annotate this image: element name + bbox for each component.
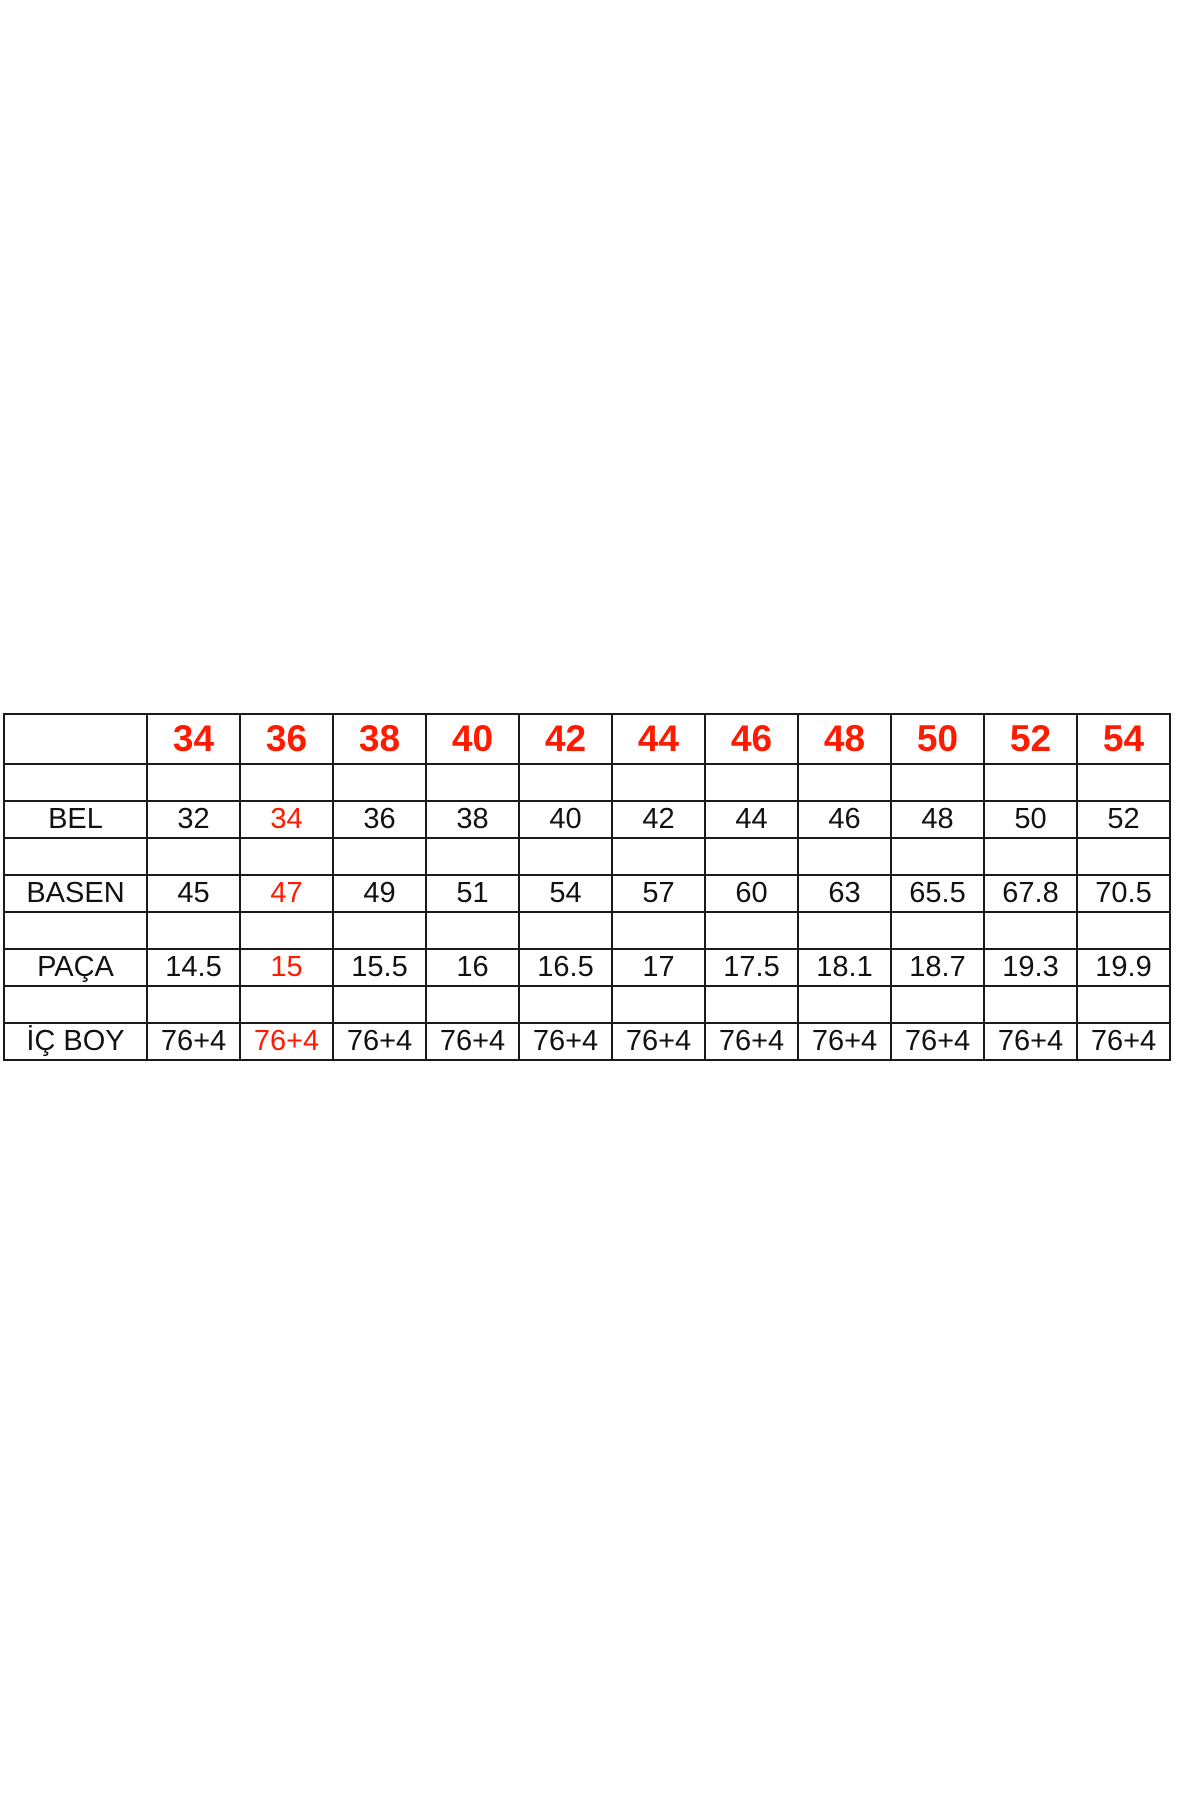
value-cell: 65.5 xyxy=(891,875,984,912)
size-header-cell: 48 xyxy=(798,714,891,764)
empty-cell xyxy=(240,912,333,949)
empty-cell xyxy=(4,986,147,1023)
value-cell: 76+4 xyxy=(426,1023,519,1060)
empty-cell xyxy=(798,764,891,801)
empty-cell xyxy=(984,764,1077,801)
size-header-cell: 46 xyxy=(705,714,798,764)
spacer-row xyxy=(4,912,1170,949)
value-cell: 17.5 xyxy=(705,949,798,986)
value-cell: 46 xyxy=(798,801,891,838)
value-cell: 54 xyxy=(519,875,612,912)
empty-cell xyxy=(984,912,1077,949)
value-cell: 19.3 xyxy=(984,949,1077,986)
empty-cell xyxy=(519,764,612,801)
size-header-cell: 36 xyxy=(240,714,333,764)
empty-cell xyxy=(1077,912,1170,949)
empty-cell xyxy=(705,838,798,875)
value-cell: 14.5 xyxy=(147,949,240,986)
empty-cell xyxy=(612,986,705,1023)
empty-cell xyxy=(240,764,333,801)
corner-cell xyxy=(4,714,147,764)
empty-cell xyxy=(798,912,891,949)
row-label: İÇ BOY xyxy=(4,1023,147,1060)
spacer-row xyxy=(4,838,1170,875)
empty-cell xyxy=(333,838,426,875)
empty-cell xyxy=(891,912,984,949)
empty-cell xyxy=(612,838,705,875)
empty-cell xyxy=(519,912,612,949)
value-cell: 19.9 xyxy=(1077,949,1170,986)
row-label: PAÇA xyxy=(4,949,147,986)
row-label: BASEN xyxy=(4,875,147,912)
size-header-cell: 34 xyxy=(147,714,240,764)
value-cell: 76+4 xyxy=(147,1023,240,1060)
empty-cell xyxy=(147,838,240,875)
size-chart-body xyxy=(4,714,1170,1060)
value-cell: 57 xyxy=(612,875,705,912)
size-header-cell: 50 xyxy=(891,714,984,764)
size-header-cell: 52 xyxy=(984,714,1077,764)
value-cell: 32 xyxy=(147,801,240,838)
empty-cell xyxy=(240,838,333,875)
value-cell: 18.1 xyxy=(798,949,891,986)
value-cell: 50 xyxy=(984,801,1077,838)
empty-cell xyxy=(426,764,519,801)
empty-cell xyxy=(4,838,147,875)
size-header-cell: 38 xyxy=(333,714,426,764)
value-cell: 36 xyxy=(333,801,426,838)
value-cell: 45 xyxy=(147,875,240,912)
empty-cell xyxy=(333,986,426,1023)
empty-cell xyxy=(1077,986,1170,1023)
empty-cell xyxy=(426,838,519,875)
value-cell: 76+4 xyxy=(984,1023,1077,1060)
empty-cell xyxy=(891,764,984,801)
value-cell: 76+4 xyxy=(1077,1023,1170,1060)
value-cell: 76+4 xyxy=(798,1023,891,1060)
spacer-row xyxy=(4,764,1170,801)
empty-cell xyxy=(519,986,612,1023)
value-cell: 60 xyxy=(705,875,798,912)
value-cell: 16.5 xyxy=(519,949,612,986)
value-cell-highlight: 34 xyxy=(240,801,333,838)
value-cell: 15.5 xyxy=(333,949,426,986)
measurement-row-basen xyxy=(4,875,1170,912)
size-header-cell: 54 xyxy=(1077,714,1170,764)
spacer-row xyxy=(4,986,1170,1023)
value-cell: 76+4 xyxy=(705,1023,798,1060)
empty-cell xyxy=(612,764,705,801)
value-cell: 70.5 xyxy=(1077,875,1170,912)
size-header-cell: 42 xyxy=(519,714,612,764)
empty-cell xyxy=(705,986,798,1023)
value-cell: 63 xyxy=(798,875,891,912)
empty-cell xyxy=(4,912,147,949)
value-cell: 76+4 xyxy=(333,1023,426,1060)
size-header-cell: 44 xyxy=(612,714,705,764)
empty-cell xyxy=(426,986,519,1023)
value-cell: 76+4 xyxy=(519,1023,612,1060)
value-cell: 76+4 xyxy=(612,1023,705,1060)
value-cell: 51 xyxy=(426,875,519,912)
value-cell: 40 xyxy=(519,801,612,838)
value-cell: 49 xyxy=(333,875,426,912)
value-cell: 44 xyxy=(705,801,798,838)
empty-cell xyxy=(147,912,240,949)
value-cell: 76+4 xyxy=(891,1023,984,1060)
measurement-row-paca xyxy=(4,949,1170,986)
empty-cell xyxy=(147,986,240,1023)
value-cell-highlight: 15 xyxy=(240,949,333,986)
empty-cell xyxy=(333,912,426,949)
empty-cell xyxy=(612,912,705,949)
empty-cell xyxy=(798,986,891,1023)
empty-cell xyxy=(426,912,519,949)
value-cell: 52 xyxy=(1077,801,1170,838)
measurement-row-bel xyxy=(4,801,1170,838)
value-cell: 48 xyxy=(891,801,984,838)
empty-cell xyxy=(984,986,1077,1023)
empty-cell xyxy=(798,838,891,875)
empty-cell xyxy=(891,986,984,1023)
empty-cell xyxy=(705,764,798,801)
empty-cell xyxy=(147,764,240,801)
value-cell: 16 xyxy=(426,949,519,986)
row-label: BEL xyxy=(4,801,147,838)
empty-cell xyxy=(519,838,612,875)
empty-cell xyxy=(1077,838,1170,875)
empty-cell xyxy=(1077,764,1170,801)
empty-cell xyxy=(891,838,984,875)
measurement-row-ic-boy xyxy=(4,1023,1170,1060)
value-cell: 38 xyxy=(426,801,519,838)
empty-cell xyxy=(240,986,333,1023)
size-header-row xyxy=(4,714,1170,764)
value-cell: 17 xyxy=(612,949,705,986)
value-cell: 67.8 xyxy=(984,875,1077,912)
empty-cell xyxy=(333,764,426,801)
empty-cell xyxy=(705,912,798,949)
empty-cell xyxy=(984,838,1077,875)
empty-cell xyxy=(4,764,147,801)
value-cell: 18.7 xyxy=(891,949,984,986)
value-cell-highlight: 47 xyxy=(240,875,333,912)
size-chart-table xyxy=(3,713,1171,1061)
value-cell: 42 xyxy=(612,801,705,838)
size-header-cell: 40 xyxy=(426,714,519,764)
value-cell-highlight: 76+4 xyxy=(240,1023,333,1060)
